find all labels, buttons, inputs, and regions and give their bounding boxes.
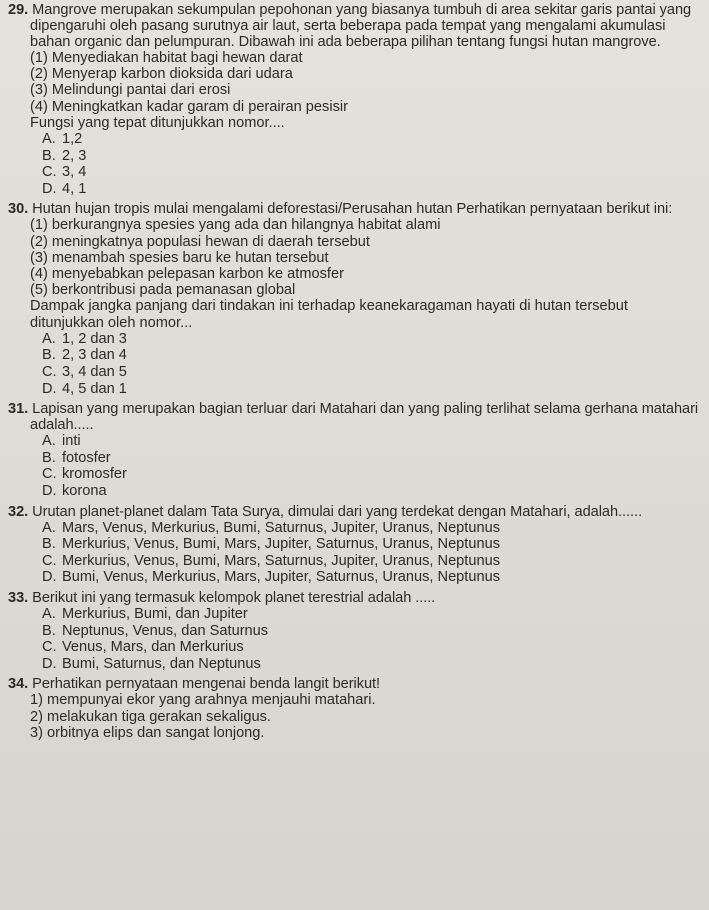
statement: (3) Melindungi pantai dari erosi xyxy=(30,82,231,99)
question-text: Mangrove merupakan sekumpulan pepohonan yang biasanya tumbuh di area sekitar garis pantai yang dipengaruhi oleh pasang surutnya air laut, serta beberapa pada tempat yang mengalami akumulasi bahan organic dan pelumpuran. Dibawah ini ada beberapa pilihan tentang fungsi hutan mangrove. xyxy=(30,2,692,50)
question-prompt: Fungsi yang tepat ditunjukkan nomor.... xyxy=(30,114,285,131)
statement: 3) orbitnya elips dan sangat lonjong. xyxy=(30,724,265,741)
option-label: C. xyxy=(42,552,57,569)
option-text: Merkurius, Venus, Bumi, Mars, Jupiter, Saturnus, Uranus, Neptunus xyxy=(62,536,501,553)
option-text: Venus, Mars, dan Merkurius xyxy=(62,639,244,656)
option-label: C. xyxy=(42,364,57,380)
option-label: D. xyxy=(42,380,57,397)
option-text: Merkurius, Bumi, dan Jupiter xyxy=(62,605,248,622)
answer-option-a[interactable] xyxy=(8,131,701,148)
option-text: Mars, Venus, Merkurius, Bumi, Saturnus, Jupiter, Uranus, Neptunus xyxy=(62,519,501,536)
question-number: 29. xyxy=(8,2,29,18)
option-text: 2, 3 xyxy=(62,147,87,164)
option-text: 4, 5 dan 1 xyxy=(62,380,127,397)
answer-option-d[interactable] xyxy=(8,181,701,198)
option-text: 3, 4 dan 5 xyxy=(62,364,127,380)
option-label: D. xyxy=(42,569,57,586)
option-label: B. xyxy=(42,147,56,164)
option-text: Merkurius, Venus, Bumi, Mars, Saturnus, Jupiter, Uranus, Neptunus xyxy=(62,552,501,569)
answer-option-b[interactable] xyxy=(8,347,701,364)
option-label: B. xyxy=(42,347,56,364)
answer-option-b[interactable] xyxy=(8,623,701,640)
option-text: fotosfer xyxy=(62,449,111,466)
option-label: D. xyxy=(42,482,57,499)
answer-option-d[interactable] xyxy=(8,381,701,398)
answer-option-d[interactable] xyxy=(8,483,701,500)
option-text: korona xyxy=(62,482,107,499)
option-label: A. xyxy=(42,131,56,148)
option-text: Bumi, Venus, Merkurius, Mars, Jupiter, Saturnus, Uranus, Neptunus xyxy=(62,569,501,586)
question-stem xyxy=(8,590,701,606)
question-stem xyxy=(8,401,701,433)
statement: (1) Menyediakan habitat bagi hewan darat xyxy=(30,50,303,66)
question-31 xyxy=(8,401,701,499)
question-number: 33. xyxy=(8,589,29,606)
statement: (2) meningkatnya populasi hewan di daerah tersebut xyxy=(30,233,370,250)
question-prompt: Dampak jangka panjang dari tindakan ini terhadap keanekaragaman hayati di hutan tersebut ditunjukkan oleh nomor... xyxy=(30,298,628,331)
option-label: D. xyxy=(42,655,57,672)
option-text: 1, 2 dan 3 xyxy=(62,330,127,347)
answer-option-c[interactable] xyxy=(8,164,701,181)
question-text: Lapisan yang merupakan bagian terluar dari Matahari dan yang paling terlihat selama gerhana matahari adalah..... xyxy=(30,401,699,434)
question-stem xyxy=(8,2,701,50)
option-label: C. xyxy=(42,164,57,181)
statement: (5) berkontribusi pada pemanasan global xyxy=(30,282,296,299)
question-33 xyxy=(8,590,701,672)
option-label: C. xyxy=(42,466,57,483)
option-label: C. xyxy=(42,639,57,656)
answer-option-c[interactable] xyxy=(8,466,701,483)
statement: 1) mempunyai ekor yang arahnya menjauhi matahari. xyxy=(30,692,376,709)
answer-option-c[interactable] xyxy=(8,553,701,570)
question-text: Perhatikan pernyataan mengenai benda langit berikut! xyxy=(32,676,381,693)
question-text: Hutan hujan tropis mulai mengalami deforestasi/Perusahan hutan Perhatikan pernyataan berikut ini: xyxy=(32,201,673,218)
answer-option-c[interactable] xyxy=(8,639,701,656)
question-number: 30. xyxy=(8,201,29,218)
question-text: Berikut ini yang termasuk kelompok planet terestrial adalah ..... xyxy=(32,589,436,606)
option-label: A. xyxy=(42,433,56,450)
option-text: inti xyxy=(62,433,81,450)
answer-option-a[interactable] xyxy=(8,331,701,348)
answer-option-a[interactable] xyxy=(8,606,701,623)
option-label: B. xyxy=(42,449,56,466)
answer-option-b[interactable] xyxy=(8,450,701,467)
option-label: A. xyxy=(42,519,56,536)
option-label: B. xyxy=(42,622,56,639)
question-text: Urutan planet-planet dalam Tata Surya, dimulai dari yang terdekat dengan Matahari, adalah...... xyxy=(32,503,643,520)
option-text: Bumi, Saturnus, dan Neptunus xyxy=(62,655,261,672)
answer-option-a[interactable] xyxy=(8,433,701,450)
option-label: B. xyxy=(42,536,56,553)
question-30 xyxy=(8,201,701,397)
question-stem xyxy=(8,201,701,217)
statement: (4) Meningkatkan kadar garam di perairan pesisir xyxy=(30,98,348,115)
option-label: A. xyxy=(42,605,56,622)
option-text: 1,2 xyxy=(62,131,83,148)
question-number: 34. xyxy=(8,676,29,693)
option-text: Neptunus, Venus, dan Saturnus xyxy=(62,622,269,639)
option-label: A. xyxy=(42,330,56,347)
question-number: 31. xyxy=(8,401,29,418)
statement: (3) menambah spesies baru ke hutan tersebut xyxy=(30,249,329,266)
question-stem xyxy=(8,504,701,520)
option-label: D. xyxy=(42,180,57,197)
statement: 2) melakukan tiga gerakan sekaligus. xyxy=(30,708,271,725)
option-text: 3, 4 xyxy=(62,164,87,181)
option-text: 2, 3 dan 4 xyxy=(62,347,127,364)
question-stem xyxy=(8,676,701,692)
statement: (1) berkurangnya spesies yang ada dan hilangnya habitat alami xyxy=(30,217,441,234)
answer-option-d[interactable] xyxy=(8,569,701,586)
option-text: 4, 1 xyxy=(62,180,87,197)
answer-option-d[interactable] xyxy=(8,656,701,673)
question-number: 32. xyxy=(8,503,29,520)
answer-option-b[interactable] xyxy=(8,536,701,553)
question-32 xyxy=(8,504,701,586)
answer-option-b[interactable] xyxy=(8,148,701,165)
question-29 xyxy=(8,2,701,197)
option-text: kromosfer xyxy=(62,466,127,483)
statement: (4) menyebabkan pelepasan karbon ke atmosfer xyxy=(30,266,344,282)
answer-option-c[interactable] xyxy=(8,364,701,381)
question-34 xyxy=(8,676,701,741)
answer-option-a[interactable] xyxy=(8,520,701,537)
statement: (2) Menyerap karbon dioksida dari udara xyxy=(30,66,293,83)
